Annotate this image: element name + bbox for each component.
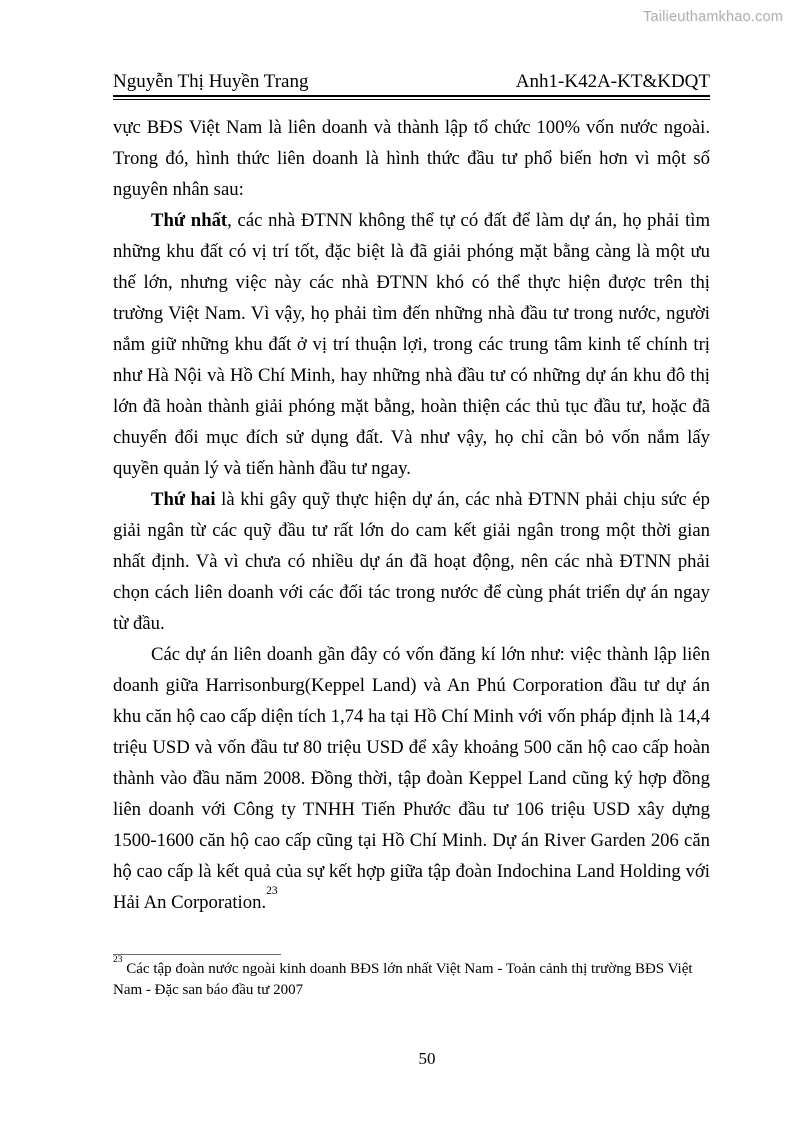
paragraph-text: Các dự án liên doanh gần đây có vốn đăng kí lớn như: việc thành lập liên doanh giữa Harrisonburg(Keppel Land) và An Phú Corporation đầu tư dự án khu căn hộ cao cấp diện tích 1,74 ha tại Hồ Chí Minh với vốn pháp định là 14,4 triệu USD và vốn đầu tư 80 triệu USD để xây khoảng 500 căn hộ cao cấp hoàn thành vào đầu năm 2008. Đồng thời, tập đoàn Keppel Land cũng ký hợp đồng liên doanh với Công ty TNHH Tiến Phước đầu tư 106 triệu USD xây dựng 1500-1600 căn hộ cao cấp cũng tại Hồ Chí Minh. Dự án River Garden 206 căn hộ cao cấp là kết quả của sự kết hợp giữa tập đoàn Indochina Land Holding với Hải An Corporation. [113,644,710,913]
watermark-text: Tailieuthamkhao.com [642,9,783,25]
footnote-separator [113,954,281,955]
document-body [113,112,710,918]
paragraph-lead-bold: Thứ hai [151,489,216,510]
footnote [113,955,719,1000]
header-divider [113,95,710,100]
body-paragraph [113,639,710,918]
header-author-name: Nguyễn Thị Huyền Trang [113,71,309,92]
paragraph-text: vực BĐS Việt Nam là liên doanh và thành lập tổ chức 100% vốn nước ngoài. Trong đó, hình thức liên doanh là hình thức đầu tư phổ biến hơn vì một số nguyên nhân sau: [113,117,710,200]
paragraph-text: là khi gây quỹ thực hiện dự án, các nhà ĐTNN phải chịu sức ép giải ngân từ các quỹ đầu tư rất lớn do cam kết giải ngân trong một thời gian nhất định. Và vì chưa có nhiều dự án đã hoạt động, nên các nhà ĐTNN phải chọn cách liên doanh với các đối tác trong nước để cùng phát triển dự án ngay từ đầu. [113,489,710,634]
body-paragraph [113,112,710,205]
paragraph-lead-bold: Thứ nhất [151,210,228,231]
footnote-reference-marker: 23 [266,884,278,897]
footnote-number: 23 [113,955,123,965]
header-class-code: Anh1-K42A-KT&KDQT [515,71,710,92]
page-number: 50 [418,1049,436,1068]
page-header [113,71,710,93]
body-paragraph [113,205,710,484]
body-paragraph [113,484,710,639]
footnote-text: Các tập đoàn nước ngoài kinh doanh BĐS lớn nhất Việt Nam - Toản cảnh thị trường BĐS Việt Nam - Đặc san báo đầu tư 2007 [113,961,693,998]
paragraph-text: , các nhà ĐTNN không thể tự có đất để làm dự án, họ phải tìm những khu đất có vị trí tốt, đặc biệt là đã giải phóng mặt bằng càng là một ưu thế lớn, nhưng việc này các nhà ĐTNN khó có thể thực hiện được trên thị trường Việt Nam. Vì vậy, họ phải tìm đến những nhà đầu tư trong nước, người nắm giữ những khu đất ở vị trí thuận lợi, trong các trung tâm kinh tế chính trị như Hà Nội và Hồ Chí Minh, hay những nhà đầu tư có những dự án khu đô thị lớn đã hoàn thành giải phóng mặt bằng, hoàn thiện các thủ tục đầu tư, hoặc đã chuyển đổi mục đích sử dụng đất. Và như vậy, họ chỉ cần bỏ vốn nắm lấy quyền quản lý và tiến hành đầu tư ngay. [113,210,710,479]
